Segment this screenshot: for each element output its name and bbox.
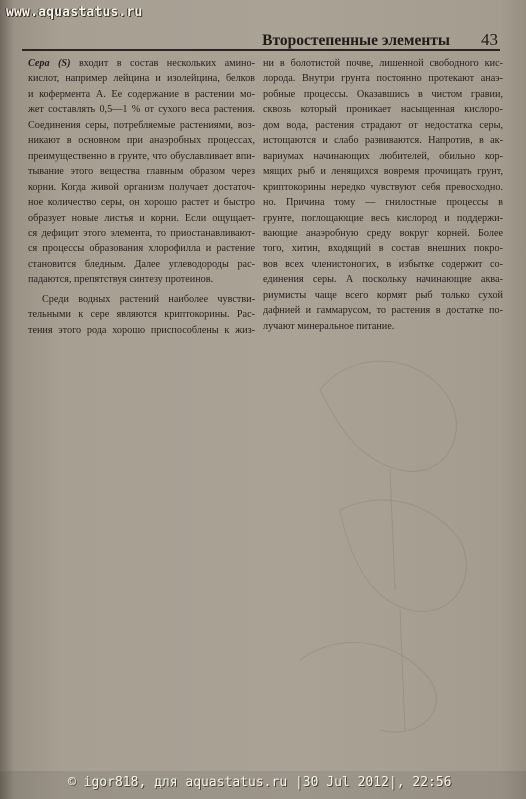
term-sulfur: Сера (S) — [28, 58, 71, 69]
paragraph-cryptocoryne — [28, 292, 255, 338]
text-line: никают в основном при анаэробных процессах, — [28, 135, 255, 147]
site-watermark-top: www.aquastatus.ru — [6, 5, 143, 20]
left-column — [28, 56, 255, 338]
text-line: кислот, например лейцина и изолейцина, белков — [28, 73, 255, 85]
text-line: жет составлять 0,5—1 % от сухого веса растения. — [28, 104, 255, 116]
text-line: криптокорины нередко чувствуют себя превосходно. — [263, 181, 503, 193]
text-line: риумисты чаще всего кормят рыб только сухой — [263, 289, 503, 301]
text-line: единения серы. А поскольку начинающие аква- — [263, 274, 503, 286]
paragraph-sulfur — [28, 56, 255, 288]
copyright-watermark: © igor818, для aquastatus.ru |30 Jul 2012|, 22:56 — [68, 775, 452, 790]
text-line: ся процессы образования хлорофилла и растение — [28, 243, 255, 255]
text-line: тывание этого вещества главным образом через — [28, 166, 255, 178]
text-line: образует новые листья и корни. Если ощущает- — [28, 212, 255, 224]
text-line: робные процессы. Оказавшись в чистом гравии, — [263, 88, 503, 100]
text-line: вающие анаэробную среду вокруг корней. Более — [263, 227, 503, 239]
bleed-through-illustration — [280, 330, 510, 750]
text-line: сквозь который проникает насыщенная кислоро- — [263, 104, 503, 116]
page-number: 43 — [481, 30, 498, 49]
text-line: истощаются и слабо развиваются. Напротив, в ак- — [263, 135, 503, 147]
text-line: вариумах начинающих любителей, обильно кор- — [263, 150, 503, 162]
text-line: мящих рыб и ленящихся вовремя прочищать грунт, — [263, 166, 503, 178]
copyright-watermark-bar — [0, 771, 526, 799]
text-line: тельными к сере являются криптокорины. Рас- — [28, 309, 255, 321]
text-line: но. Причина тому — гнилостные процессы в — [263, 197, 503, 209]
text-line: лорода. Внутри грунта постоянно протекают анаэ- — [263, 73, 503, 85]
text-line: корни. Когда живой организм получает достаточ- — [28, 181, 255, 193]
running-header — [22, 30, 500, 51]
text-line: Среди водных растений наиболее чувстви- — [42, 293, 255, 305]
text-line: того, хитин, входящий в состав внешних покро- — [263, 243, 503, 255]
paragraph-continued — [263, 56, 503, 334]
text-line: дом вода, растения страдают от недостатка серы, — [263, 119, 503, 131]
text-line: преимущественно в грунте, что обуславливает впи- — [28, 150, 255, 162]
running-title: Второстепенные элементы — [262, 32, 450, 49]
text-line: и кофермента А. Ее содержание в растении мо- — [28, 88, 255, 100]
text-line: ни в болотистой почве, лишенной свободного кис- — [263, 58, 503, 69]
right-column — [263, 56, 503, 334]
text-line: грунте, поглощающие весь кислород и поддержи- — [263, 212, 503, 224]
text-line: Соединения серы, потребляемые растениями, воз- — [28, 119, 255, 131]
text-line: дафнией и гаммарусом, то растения в достатке по- — [263, 305, 503, 317]
text-line: тения этого рода хорошо приспособлены к жиз- — [28, 324, 255, 336]
text-line: становится бледным. Далее углеводороды рас- — [28, 258, 255, 270]
text-line: входит в состав нескольких амино- — [70, 58, 255, 69]
text-line: падаются, препятствуя синтезу протеинов. — [28, 274, 214, 286]
text-line: ное количество серы, он хорошо растет и быстро — [28, 197, 255, 209]
text-line: вов всех членистоногих, в избытке содержит со- — [263, 258, 503, 270]
text-line: ся дефицит этого элемента, то приостанавливают- — [28, 227, 255, 239]
text-line: лучают минеральное питание. — [263, 320, 395, 332]
